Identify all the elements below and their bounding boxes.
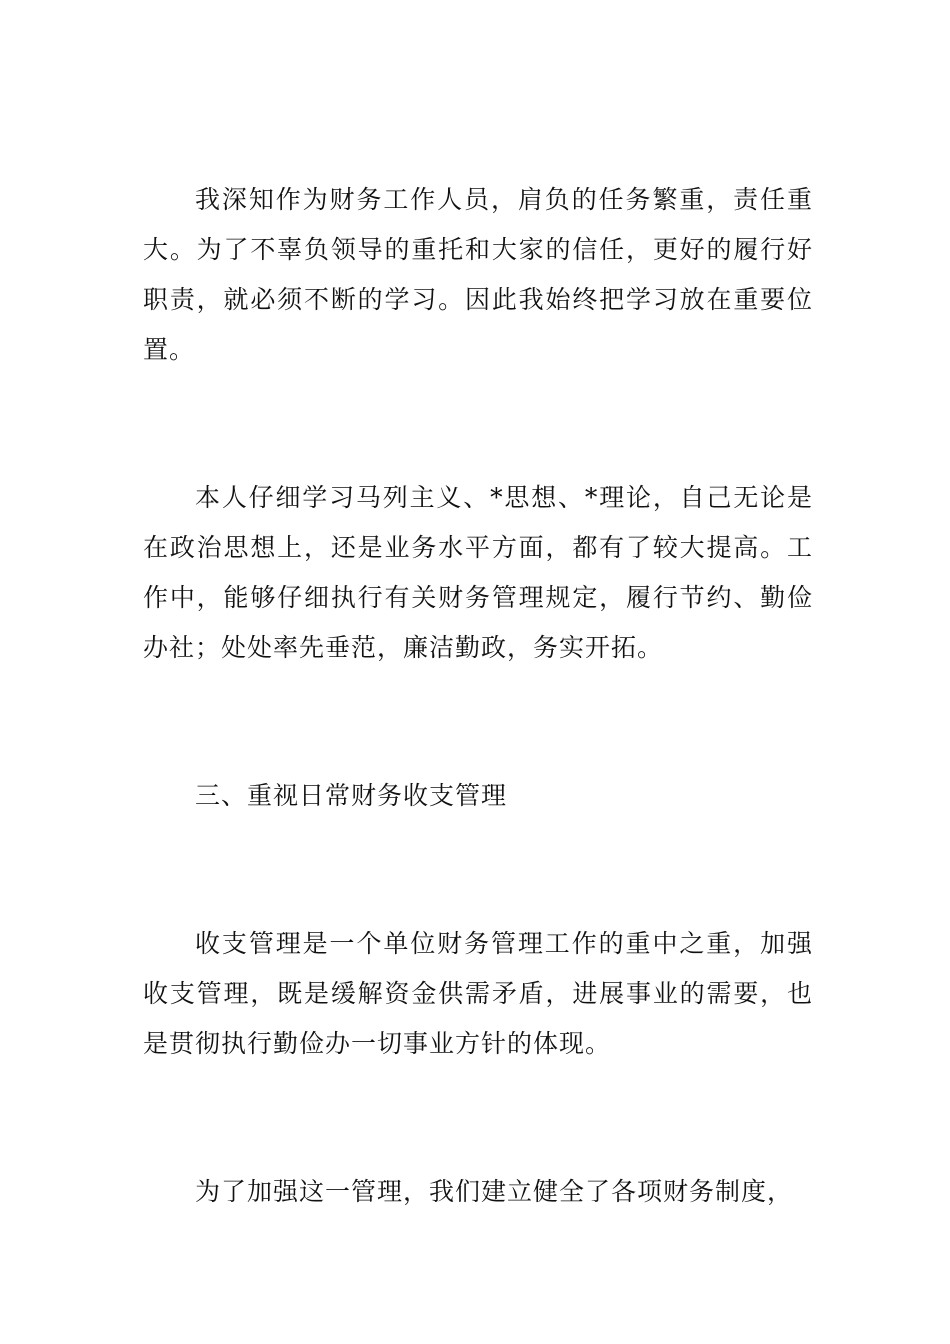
paragraph-revenue-expenditure: 收支管理是一个单位财务管理工作的重中之重，加强收支管理，既是缓解资金供需矛盾，进展事业的需要，也是贯彻执行勤俭办一切事业方针的体现。 xyxy=(143,929,813,1058)
paragraph-political-study: 本人仔细学习马列主义、*思想、*理论，自己无论是在政治思想上，还是业务水平方面，都有了较大提高。工作中，能够仔细执行有关财务管理规定，履行节约、勤俭办社；处处率先垂范，廉洁勤政，务实开拓。 xyxy=(143,483,813,662)
section-heading-finance-management: 三、重视日常财务收支管理 xyxy=(195,781,508,810)
paragraph-financial-systems: 为了加强这一管理，我们建立健全了各项财务制度， xyxy=(195,1177,794,1206)
paragraph-study-importance: 我深知作为财务工作人员，肩负的任务繁重，责任重大。为了不辜负领导的重托和大家的信任，更好的履行好职责，就必须不断的学习。因此我始终把学习放在重要位置。 xyxy=(143,185,813,364)
